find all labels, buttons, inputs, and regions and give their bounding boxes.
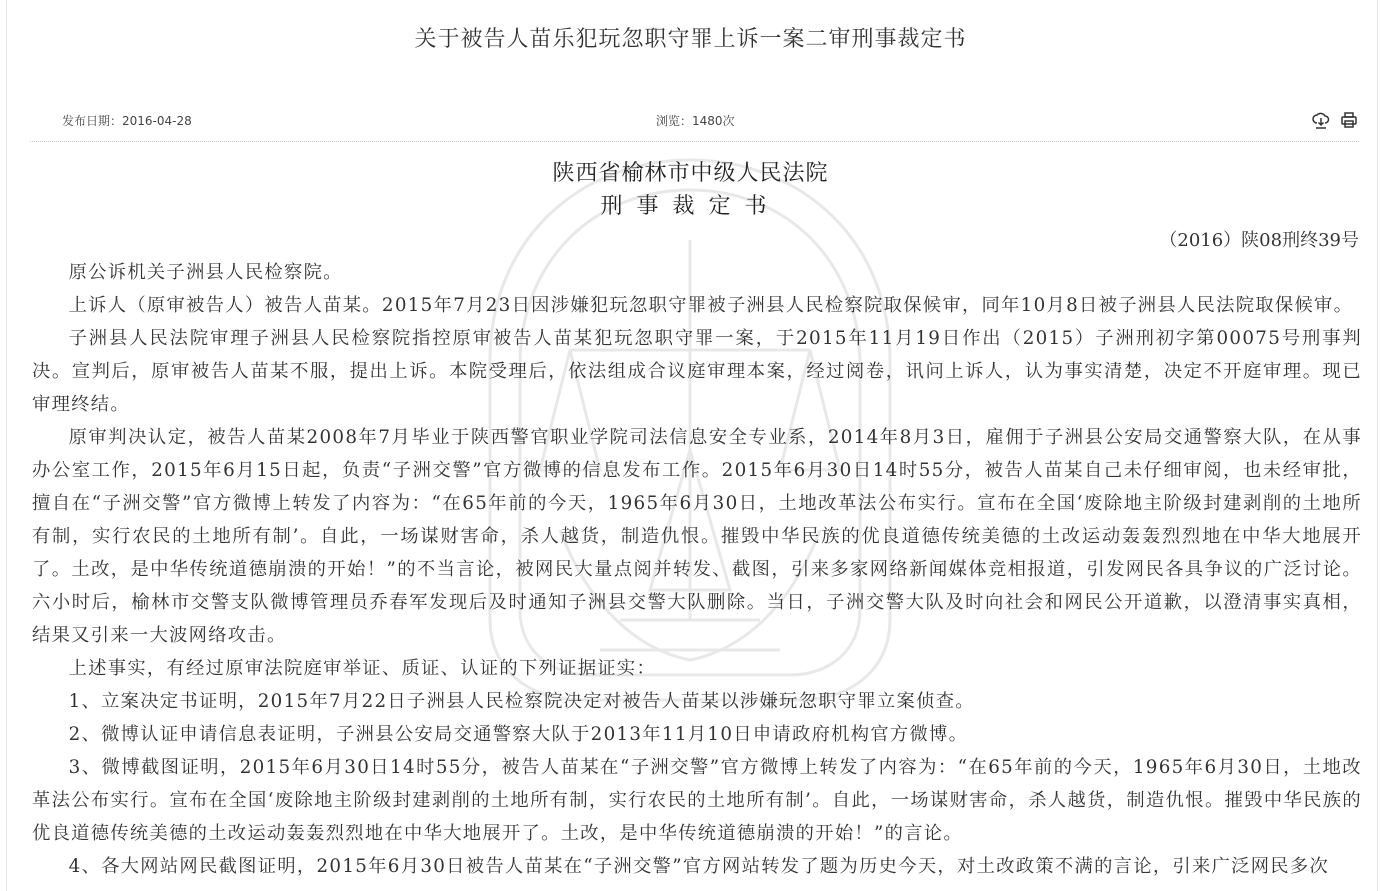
action-icons	[1311, 110, 1359, 130]
case-number: （2016）陕08刑终39号	[1159, 230, 1359, 251]
paragraph: 上述事实，有经过原审法院庭审举证、质证、认证的下列证据证实：	[68, 658, 657, 679]
court-name: 陕西省榆林市中级人民法院	[552, 161, 829, 186]
paragraph: 原公诉机关子洲县人民检察院。	[68, 262, 343, 283]
print-icon[interactable]	[1339, 110, 1359, 130]
download-icon[interactable]	[1311, 110, 1331, 130]
document-body	[32, 256, 1362, 883]
paragraph: 2、微博认证申请信息表证明，子洲县公安局交通警察大队于2013年11月10日申请政府机构官方微博。	[68, 724, 969, 745]
page-title: 关于被告人苗乐犯玩忽职守罪上诉一案二审刑事裁定书	[414, 27, 967, 52]
document-type: 刑事裁定书	[600, 194, 781, 219]
meta-bar	[62, 112, 1359, 132]
view-count: 浏览：1480次	[656, 114, 735, 128]
paragraph: 4、各大网站网民截图证明，2015年6月30日被告人苗某在“子洲交警”官方网站转发了题为历史今天，对土改政策不满的言论，引来广泛网民多次	[68, 856, 1330, 877]
paragraph: 原审判决认定，被告人苗某2008年7月毕业于陕西警官职业学院司法信息安全专业系，2014年8月3日，雇佣于子洲县公安局交通警察大队，在从事办公室工作，2015年6月15日起，负责“子洲交警”官方微博的信息发布工作。2015年6月30日14时55分，被告人苗某自己未仔细审阅，也未经审批，擅自在“子洲交警”官方微博上转发了内容为：“在65年前的今天，1965年6月30日，土地改革法公布实行。宣布在全国‘废除地主阶级封建剥削的土地所有制，实行农民的土地所有制’。自此，一场谋财害命，杀人越货，制造仇恨。摧毁中华民族的优良道德传统美德的土改运动轰轰烈烈地在中华大地展开了。土改，是中华传统道德崩溃的开始！”的不当言论，被网民大量点阅并转发、截图，引来多家网络新闻媒体竞相报道，引发网民各具争议的广泛讨论。六小时后，榆林市交警支队微博管理员乔春军发现后及时通知子洲县交警大队删除。当日，子洲交警大队及时向社会和网民公开道歉，以澄清事实真相，结果又引来一大波网络攻击。	[32, 427, 1362, 646]
divider	[30, 141, 1359, 142]
paragraph: 子洲县人民法院审理子洲县人民检察院指控原审被告人苗某犯玩忽职守罪一案，于2015年11月19日作出（2015）子洲刑初字第00075号刑事判决。宣判后，原审被告人苗某不服，提出上诉。本院受理后，依法组成合议庭审理本案，经过阅卷，讯问上诉人，认为事实清楚，决定不开庭审理。现已审理终结。	[32, 328, 1362, 415]
paragraph: 1、立案决定书证明，2015年7月22日子洲县人民检察院决定对被告人苗某以涉嫌玩忽职守罪立案侦查。	[68, 691, 975, 712]
publish-date: 发布日期：2016-04-28	[62, 114, 192, 128]
paragraph: 上诉人（原审被告人）被告人苗某。2015年7月23日因涉嫌犯玩忽职守罪被子洲县人民检察院取保候审，同年10月8日被子洲县人民法院取保候审。	[68, 295, 1354, 316]
paragraph: 3、微博截图证明，2015年6月30日14时55分，被告人苗某在“子洲交警”官方微博上转发了内容为：“在65年前的今天，1965年6月30日，土地改革法公布实行。宣布在全国‘废除地主阶级封建剥削的土地所有制，实行农民的土地所有制’。自此，一场谋财害命，杀人越货，制造仇恨。摧毁中华民族的优良道德传统美德的土改运动轰轰烈烈地在中华大地展开了。土改，是中华传统道德崩溃的开始！”的言论。	[32, 757, 1362, 844]
